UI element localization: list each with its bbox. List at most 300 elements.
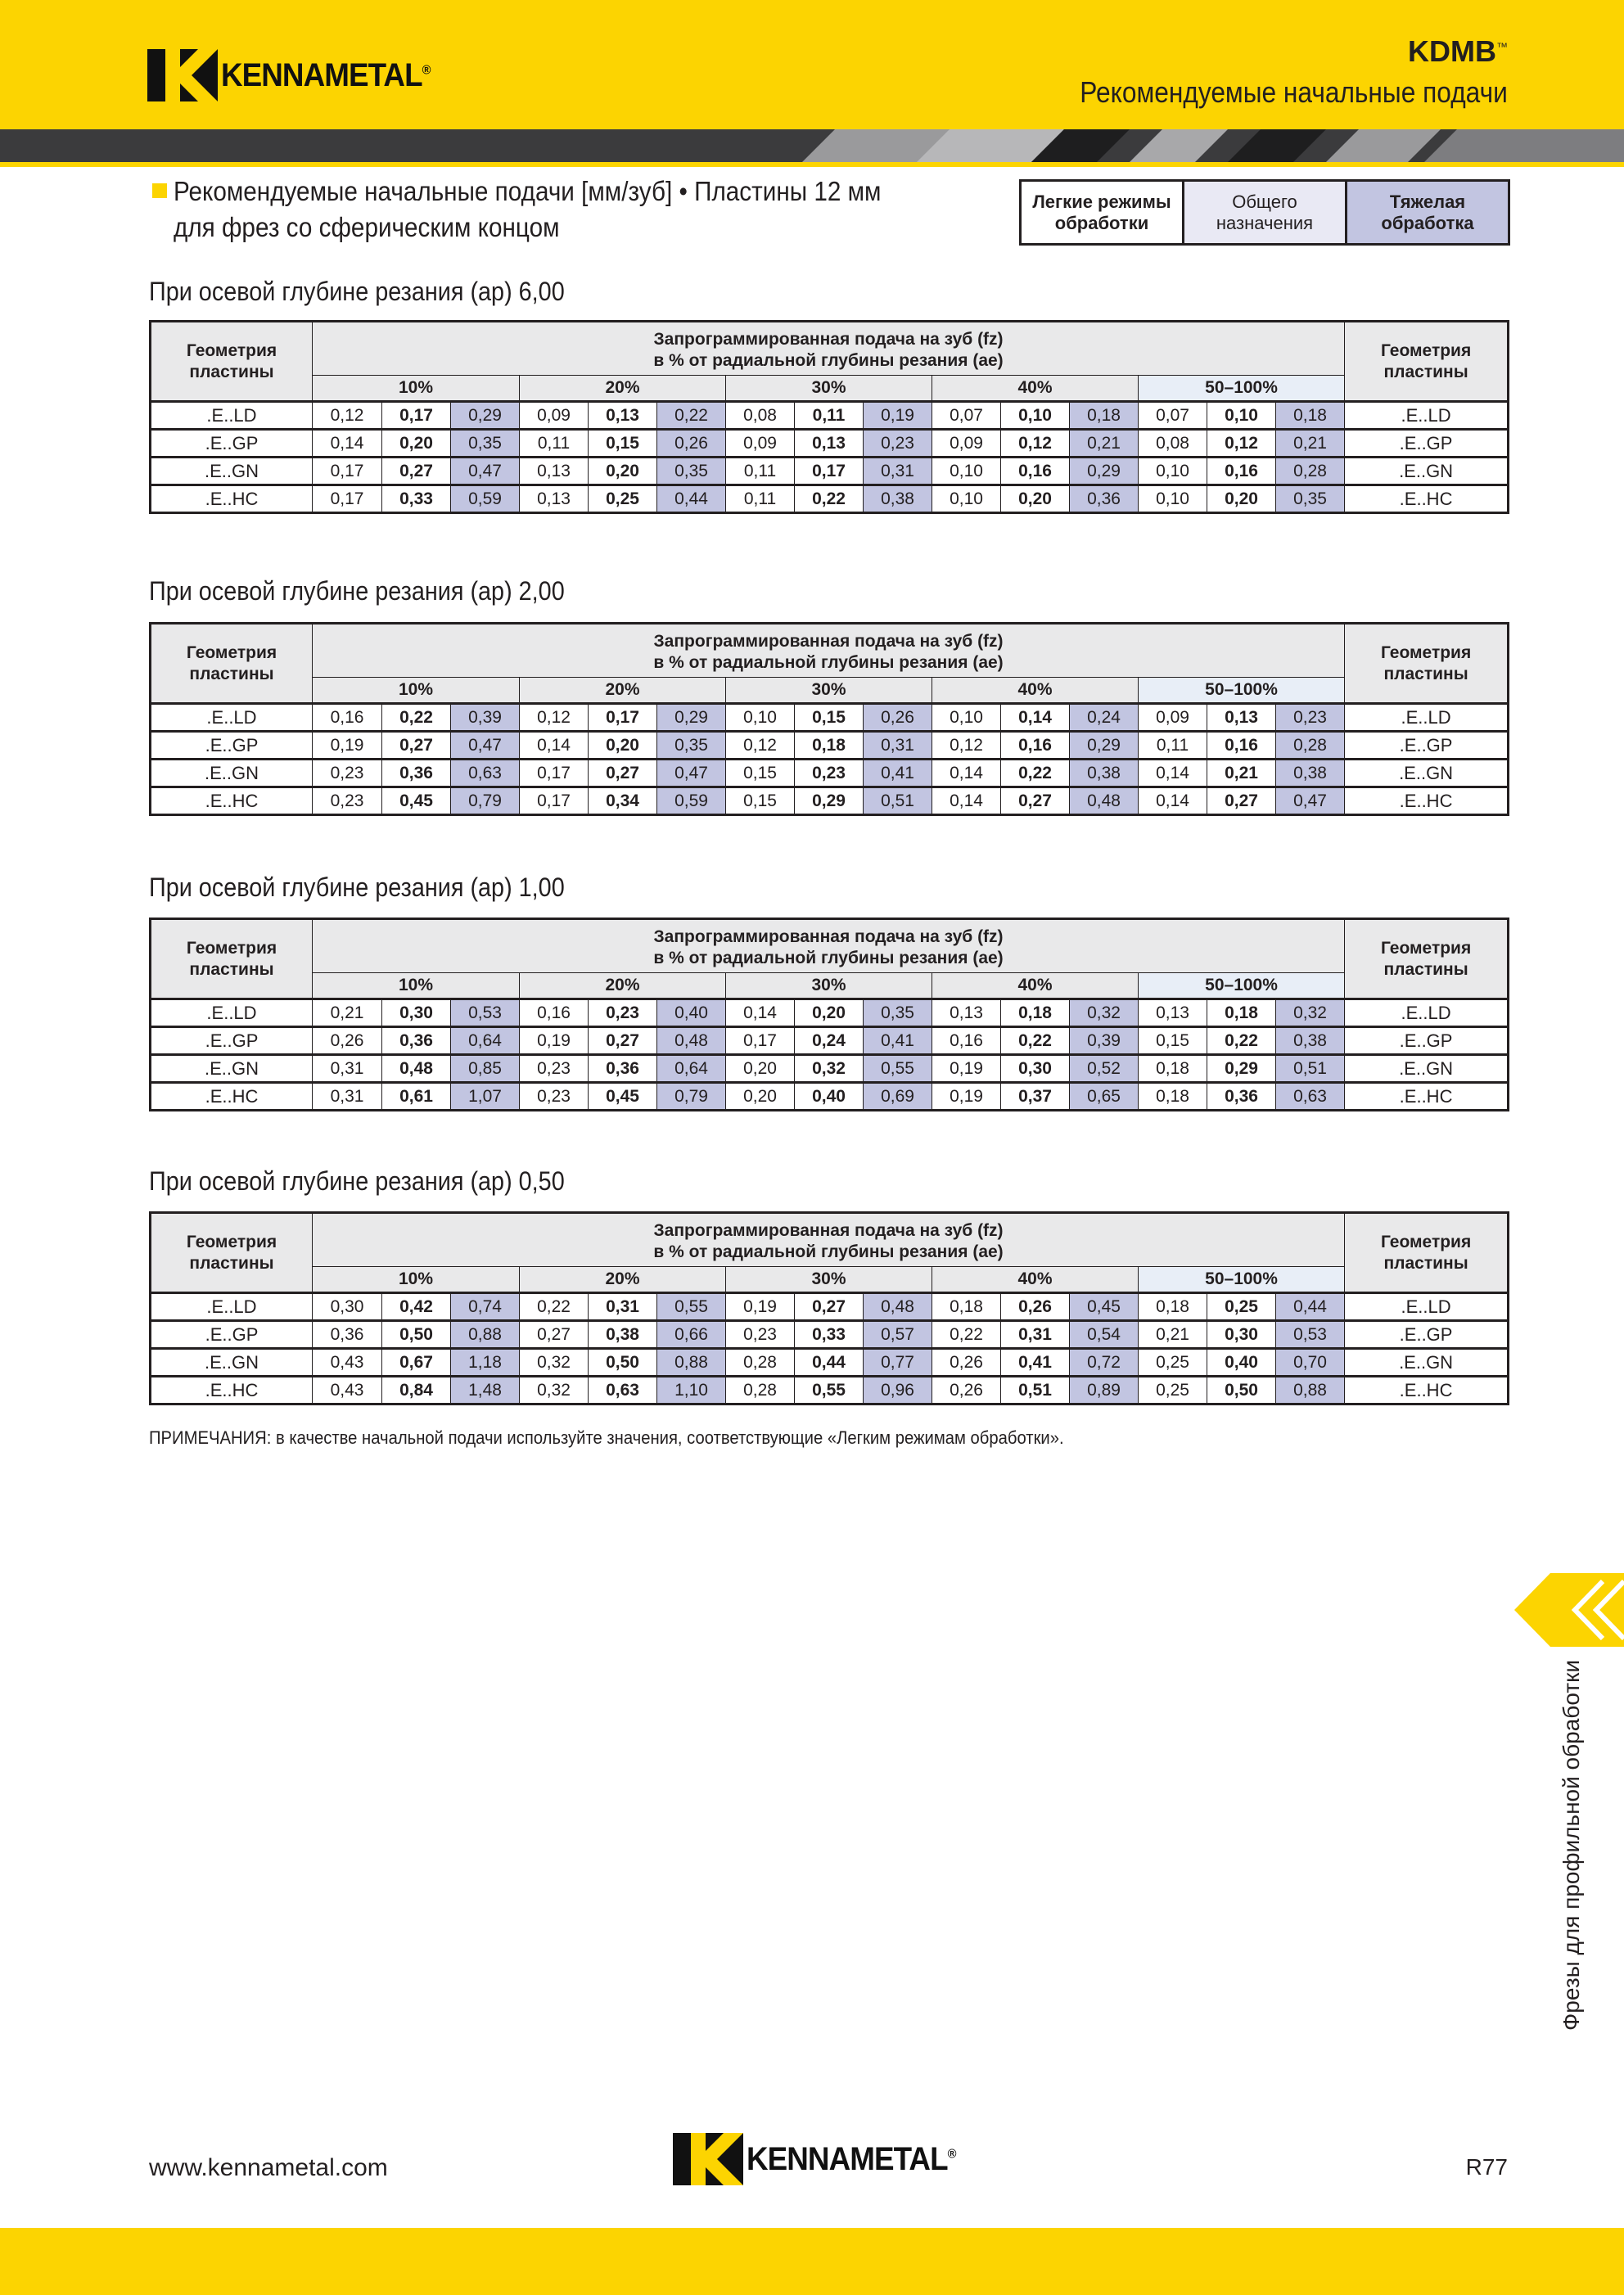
light-feed-cell: 0,11 [520, 430, 589, 458]
programmed-feed-line2: в % от радиальной глубины резания (ae) [653, 949, 1004, 967]
heavy-feed-cell: 0,57 [864, 1321, 932, 1349]
heavy-feed-cell: 0,39 [1070, 1027, 1139, 1055]
kennametal-logo[interactable] [147, 49, 449, 101]
feed-table [149, 622, 1509, 816]
geometry-cell: .E..GP [151, 1027, 313, 1055]
general-feed-cell: 0,27 [795, 1293, 864, 1321]
programmed-feed-header [313, 1213, 1345, 1267]
percent-header: 20% [520, 678, 726, 704]
light-feed-cell: 0,14 [1139, 760, 1207, 787]
footer-url[interactable]: www.kennametal.com [149, 2154, 388, 2181]
light-feed-cell: 0,09 [520, 402, 589, 430]
light-feed-cell: 0,16 [313, 704, 382, 732]
heavy-feed-cell: 0,32 [1276, 999, 1345, 1027]
general-feed-cell: 0,31 [1001, 1321, 1070, 1349]
geometry-cell: .E..HC [151, 1083, 313, 1111]
geometry-cell: .E..LD [1345, 402, 1509, 430]
general-feed-cell: 0,13 [1207, 704, 1276, 732]
heavy-feed-cell: 0,79 [657, 1083, 726, 1111]
general-feed-cell: 0,41 [1001, 1349, 1070, 1377]
general-feed-cell: 0,51 [1001, 1377, 1070, 1405]
general-feed-cell: 0,22 [382, 704, 451, 732]
general-feed-cell: 0,20 [795, 999, 864, 1027]
heavy-feed-cell: 0,55 [657, 1293, 726, 1321]
heavy-feed-cell: 0,51 [1276, 1055, 1345, 1083]
light-feed-cell: 0,15 [726, 760, 795, 787]
general-feed-cell: 0,15 [795, 704, 864, 732]
geometry-cell: .E..HC [151, 1377, 313, 1405]
percent-header: 10% [313, 678, 520, 704]
legend-table [1019, 179, 1510, 246]
heavy-feed-cell: 0,44 [1276, 1293, 1345, 1321]
general-feed-cell: 0,37 [1001, 1083, 1070, 1111]
light-feed-cell: 0,23 [313, 787, 382, 815]
light-feed-cell: 0,09 [932, 430, 1001, 458]
feed-table [149, 918, 1509, 1111]
general-feed-cell: 0,50 [382, 1321, 451, 1349]
heavy-feed-cell: 0,26 [657, 430, 726, 458]
geometry-header: Геометрия пластины [1345, 624, 1509, 704]
heavy-feed-cell: 0,47 [451, 732, 520, 760]
general-feed-cell: 0,36 [1207, 1083, 1276, 1111]
programmed-feed-line1: Запрограммированная подача на зуб (fz) [653, 632, 1004, 651]
table-caption: При осевой глубине резания (ap) 6,00 [149, 277, 565, 306]
heavy-feed-cell: 0,29 [1070, 732, 1139, 760]
light-feed-cell: 0,12 [726, 732, 795, 760]
general-feed-cell: 0,21 [1207, 760, 1276, 787]
geometry-cell: .E..GP [1345, 430, 1509, 458]
heavy-feed-cell: 0,36 [1070, 485, 1139, 513]
product-title: KDMB™ [1408, 34, 1508, 68]
general-feed-cell: 0,61 [382, 1083, 451, 1111]
geometry-cell: .E..HC [1345, 787, 1509, 815]
heavy-feed-cell: 0,66 [657, 1321, 726, 1349]
light-feed-cell: 0,28 [726, 1377, 795, 1405]
general-feed-cell: 0,10 [1207, 402, 1276, 430]
page-number: R77 [1465, 2154, 1508, 2180]
geometry-cell: .E..GN [1345, 1055, 1509, 1083]
general-feed-cell: 0,18 [1207, 999, 1276, 1027]
general-feed-cell: 0,17 [589, 704, 657, 732]
heavy-feed-cell: 0,40 [657, 999, 726, 1027]
heavy-feed-cell: 0,63 [1276, 1083, 1345, 1111]
heavy-feed-cell: 0,52 [1070, 1055, 1139, 1083]
percent-header: 30% [726, 973, 932, 999]
general-feed-cell: 0,24 [795, 1027, 864, 1055]
geometry-cell: .E..GN [1345, 1349, 1509, 1377]
general-feed-cell: 0,25 [1207, 1293, 1276, 1321]
general-feed-cell: 0,20 [382, 430, 451, 458]
table-caption: При осевой глубине резания (ap) 2,00 [149, 576, 565, 606]
general-feed-cell: 0,16 [1001, 458, 1070, 485]
general-feed-cell: 0,29 [1207, 1055, 1276, 1083]
heavy-feed-cell: 0,32 [1070, 999, 1139, 1027]
heavy-feed-cell: 1,18 [451, 1349, 520, 1377]
legend-heavy: Тяжелая обработка [1347, 181, 1509, 245]
heavy-feed-cell: 0,64 [657, 1055, 726, 1083]
light-feed-cell: 0,28 [726, 1349, 795, 1377]
table-row [151, 1349, 1509, 1377]
general-feed-cell: 0,18 [1001, 999, 1070, 1027]
light-feed-cell: 0,19 [313, 732, 382, 760]
geometry-header: Геометрия пластины [151, 322, 313, 402]
heavy-feed-cell: 0,22 [657, 402, 726, 430]
heavy-feed-cell: 0,65 [1070, 1083, 1139, 1111]
geometry-cell: .E..GN [1345, 458, 1509, 485]
general-feed-cell: 0,17 [382, 402, 451, 430]
table-row [151, 1321, 1509, 1349]
general-feed-cell: 0,34 [589, 787, 657, 815]
general-feed-cell: 0,27 [589, 760, 657, 787]
heavy-feed-cell: 0,28 [1276, 458, 1345, 485]
heavy-feed-cell: 0,19 [864, 402, 932, 430]
light-feed-cell: 0,13 [932, 999, 1001, 1027]
heavy-feed-cell: 1,10 [657, 1377, 726, 1405]
light-feed-cell: 0,17 [520, 787, 589, 815]
brand-wordmark: KENNAMETAL® [221, 56, 431, 93]
general-feed-cell: 0,11 [795, 402, 864, 430]
light-feed-cell: 0,14 [932, 760, 1001, 787]
programmed-feed-line1: Запрограммированная подача на зуб (fz) [653, 330, 1004, 349]
general-feed-cell: 0,15 [589, 430, 657, 458]
geometry-cell: .E..LD [151, 704, 313, 732]
light-feed-cell: 0,18 [932, 1293, 1001, 1321]
general-feed-cell: 0,12 [1001, 430, 1070, 458]
programmed-feed-header [313, 624, 1345, 678]
general-feed-cell: 0,27 [589, 1027, 657, 1055]
heavy-feed-cell: 0,28 [1276, 732, 1345, 760]
light-feed-cell: 0,25 [1139, 1349, 1207, 1377]
general-feed-cell: 0,22 [1001, 1027, 1070, 1055]
percent-header: 40% [932, 678, 1139, 704]
table-row [151, 1377, 1509, 1405]
heavy-feed-cell: 0,72 [1070, 1349, 1139, 1377]
light-feed-cell: 0,16 [520, 999, 589, 1027]
heavy-feed-cell: 0,35 [1276, 485, 1345, 513]
geometry-header: Геометрия пластины [1345, 1213, 1509, 1293]
light-feed-cell: 0,19 [932, 1083, 1001, 1111]
light-feed-cell: 0,16 [932, 1027, 1001, 1055]
light-feed-cell: 0,19 [520, 1027, 589, 1055]
light-feed-cell: 0,32 [520, 1349, 589, 1377]
general-feed-cell: 0,45 [382, 787, 451, 815]
heavy-feed-cell: 0,35 [657, 732, 726, 760]
heavy-feed-cell: 0,96 [864, 1377, 932, 1405]
heavy-feed-cell: 0,26 [864, 704, 932, 732]
general-feed-cell: 0,45 [589, 1083, 657, 1111]
heavy-feed-cell: 0,29 [1070, 458, 1139, 485]
header-stripe [0, 129, 1624, 162]
geometry-cell: .E..LD [151, 1293, 313, 1321]
light-feed-cell: 0,18 [1139, 1293, 1207, 1321]
percent-header: 40% [932, 973, 1139, 999]
geometry-cell: .E..HC [151, 485, 313, 513]
light-feed-cell: 0,18 [1139, 1055, 1207, 1083]
heavy-feed-cell: 0,18 [1070, 402, 1139, 430]
light-feed-cell: 0,17 [520, 760, 589, 787]
heavy-feed-cell: 0,79 [451, 787, 520, 815]
geometry-cell: .E..HC [1345, 485, 1509, 513]
heavy-feed-cell: 0,53 [1276, 1321, 1345, 1349]
light-feed-cell: 0,07 [932, 402, 1001, 430]
table-row [151, 1055, 1509, 1083]
programmed-feed-line2: в % от радиальной глубины резания (ae) [653, 1242, 1004, 1261]
geometry-cell: .E..GN [151, 1055, 313, 1083]
light-feed-cell: 0,12 [313, 402, 382, 430]
heavy-feed-cell: 0,23 [1276, 704, 1345, 732]
light-feed-cell: 0,11 [1139, 732, 1207, 760]
table-caption: При осевой глубине резания (ap) 1,00 [149, 872, 565, 902]
light-feed-cell: 0,43 [313, 1377, 382, 1405]
light-feed-cell: 0,10 [1139, 458, 1207, 485]
geometry-cell: .E..GN [151, 458, 313, 485]
legend-general: Общего назначения [1184, 181, 1347, 245]
general-feed-cell: 0,84 [382, 1377, 451, 1405]
header-accent-line [0, 162, 1624, 167]
general-feed-cell: 0,10 [1001, 402, 1070, 430]
light-feed-cell: 0,23 [520, 1083, 589, 1111]
general-feed-cell: 0,36 [589, 1055, 657, 1083]
heavy-feed-cell: 0,21 [1276, 430, 1345, 458]
brand-wordmark: KENNAMETAL® [747, 2140, 956, 2177]
heavy-feed-cell: 0,38 [864, 485, 932, 513]
light-feed-cell: 0,18 [1139, 1083, 1207, 1111]
general-feed-cell: 0,30 [1207, 1321, 1276, 1349]
light-feed-cell: 0,14 [1139, 787, 1207, 815]
geometry-header: Геометрия пластины [1345, 919, 1509, 999]
general-feed-cell: 0,32 [795, 1055, 864, 1083]
general-feed-cell: 0,44 [795, 1349, 864, 1377]
geometry-cell: .E..GN [151, 760, 313, 787]
heavy-feed-cell: 0,47 [451, 458, 520, 485]
heavy-feed-cell: 0,88 [1276, 1377, 1345, 1405]
heavy-feed-cell: 0,24 [1070, 704, 1139, 732]
general-feed-cell: 0,23 [589, 999, 657, 1027]
light-feed-cell: 0,10 [726, 704, 795, 732]
geometry-cell: .E..GN [151, 1349, 313, 1377]
geometry-cell: .E..LD [1345, 999, 1509, 1027]
general-feed-cell: 0,16 [1207, 732, 1276, 760]
heavy-feed-cell: 0,38 [1276, 1027, 1345, 1055]
percent-header: 30% [726, 1267, 932, 1293]
heavy-feed-cell: 0,55 [864, 1055, 932, 1083]
heavy-feed-cell: 0,18 [1276, 402, 1345, 430]
light-feed-cell: 0,15 [726, 787, 795, 815]
heavy-feed-cell: 0,41 [864, 1027, 932, 1055]
general-feed-cell: 0,67 [382, 1349, 451, 1377]
heavy-feed-cell: 0,48 [864, 1293, 932, 1321]
percent-header: 20% [520, 973, 726, 999]
percent-header: 50–100% [1139, 1267, 1345, 1293]
programmed-feed-line2: в % от радиальной глубины резания (ae) [653, 653, 1004, 672]
side-tab-label: Фрезы для профильной обработки [1559, 1659, 1584, 2031]
light-feed-cell: 0,17 [313, 485, 382, 513]
light-feed-cell: 0,10 [932, 458, 1001, 485]
heavy-feed-cell: 0,45 [1070, 1293, 1139, 1321]
light-feed-cell: 0,27 [520, 1321, 589, 1349]
bullet-square-icon [152, 183, 167, 198]
heavy-feed-cell: 0,89 [1070, 1377, 1139, 1405]
light-feed-cell: 0,13 [520, 458, 589, 485]
heavy-feed-cell: 0,47 [1276, 787, 1345, 815]
kennametal-k-icon [673, 2133, 743, 2185]
light-feed-cell: 0,10 [932, 704, 1001, 732]
programmed-feed-line2: в % от радиальной глубины резания (ae) [653, 351, 1004, 370]
heavy-feed-cell: 0,48 [657, 1027, 726, 1055]
general-feed-cell: 0,14 [1001, 704, 1070, 732]
light-feed-cell: 0,15 [1139, 1027, 1207, 1055]
heavy-feed-cell: 0,48 [1070, 787, 1139, 815]
table-row [151, 458, 1509, 485]
percent-header: 50–100% [1139, 376, 1345, 402]
light-feed-cell: 0,23 [313, 760, 382, 787]
light-feed-cell: 0,20 [726, 1055, 795, 1083]
percent-header: 10% [313, 376, 520, 402]
geometry-cell: .E..LD [151, 999, 313, 1027]
table-caption: При осевой глубине резания (ap) 0,50 [149, 1166, 565, 1196]
light-feed-cell: 0,14 [932, 787, 1001, 815]
heavy-feed-cell: 0,38 [1276, 760, 1345, 787]
general-feed-cell: 0,38 [589, 1321, 657, 1349]
general-feed-cell: 0,33 [382, 485, 451, 513]
geometry-cell: .E..GP [1345, 1027, 1509, 1055]
light-feed-cell: 0,22 [520, 1293, 589, 1321]
light-feed-cell: 0,13 [1139, 999, 1207, 1027]
heavy-feed-cell: 0,21 [1070, 430, 1139, 458]
light-feed-cell: 0,31 [313, 1083, 382, 1111]
general-feed-cell: 0,48 [382, 1055, 451, 1083]
heavy-feed-cell: 0,63 [451, 760, 520, 787]
general-feed-cell: 0,42 [382, 1293, 451, 1321]
geometry-cell: .E..GP [151, 732, 313, 760]
table-row [151, 1083, 1509, 1111]
general-feed-cell: 0,50 [589, 1349, 657, 1377]
geometry-cell: .E..GP [1345, 1321, 1509, 1349]
feed-table [149, 320, 1509, 514]
general-feed-cell: 0,22 [795, 485, 864, 513]
light-feed-cell: 0,22 [932, 1321, 1001, 1349]
general-feed-cell: 0,55 [795, 1377, 864, 1405]
percent-header: 20% [520, 376, 726, 402]
light-feed-cell: 0,07 [1139, 402, 1207, 430]
percent-header: 10% [313, 973, 520, 999]
programmed-feed-line1: Запрограммированная подача на зуб (fz) [653, 927, 1004, 946]
geometry-cell: .E..GP [151, 1321, 313, 1349]
light-feed-cell: 0,21 [1139, 1321, 1207, 1349]
percent-header: 30% [726, 678, 932, 704]
general-feed-cell: 0,27 [382, 732, 451, 760]
light-feed-cell: 0,43 [313, 1349, 382, 1377]
percent-header: 20% [520, 1267, 726, 1293]
percent-header: 40% [932, 1267, 1139, 1293]
heavy-feed-cell: 0,51 [864, 787, 932, 815]
programmed-feed-header [313, 322, 1345, 376]
heavy-feed-cell: 0,47 [657, 760, 726, 787]
light-feed-cell: 0,26 [932, 1377, 1001, 1405]
general-feed-cell: 0,13 [589, 402, 657, 430]
light-feed-cell: 0,26 [313, 1027, 382, 1055]
general-feed-cell: 0,27 [1207, 787, 1276, 815]
general-feed-cell: 0,36 [382, 760, 451, 787]
light-feed-cell: 0,20 [726, 1083, 795, 1111]
heavy-feed-cell: 0,31 [864, 732, 932, 760]
light-feed-cell: 0,11 [726, 485, 795, 513]
geometry-cell: .E..GP [151, 430, 313, 458]
heavy-feed-cell: 0,35 [657, 458, 726, 485]
heavy-feed-cell: 0,39 [451, 704, 520, 732]
general-feed-cell: 0,12 [1207, 430, 1276, 458]
general-feed-cell: 0,40 [795, 1083, 864, 1111]
heavy-feed-cell: 0,29 [451, 402, 520, 430]
light-feed-cell: 0,11 [726, 458, 795, 485]
side-tab-chevron-icon[interactable] [1514, 1573, 1624, 1647]
light-feed-cell: 0,10 [932, 485, 1001, 513]
light-feed-cell: 0,13 [520, 485, 589, 513]
light-feed-cell: 0,30 [313, 1293, 382, 1321]
geometry-cell: .E..HC [1345, 1377, 1509, 1405]
light-feed-cell: 0,36 [313, 1321, 382, 1349]
general-feed-cell: 0,31 [589, 1293, 657, 1321]
percent-header: 50–100% [1139, 973, 1345, 999]
table-row [151, 402, 1509, 430]
light-feed-cell: 0,23 [520, 1055, 589, 1083]
footer-logo [673, 2133, 974, 2185]
table-row [151, 485, 1509, 513]
heavy-feed-cell: 0,88 [451, 1321, 520, 1349]
general-feed-cell: 0,22 [1207, 1027, 1276, 1055]
heavy-feed-cell: 0,29 [657, 704, 726, 732]
geometry-header: Геометрия пластины [151, 624, 313, 704]
light-feed-cell: 0,17 [313, 458, 382, 485]
heavy-feed-cell: 0,53 [451, 999, 520, 1027]
general-feed-cell: 0,36 [382, 1027, 451, 1055]
heavy-feed-cell: 0,35 [451, 430, 520, 458]
light-feed-cell: 0,09 [1139, 704, 1207, 732]
light-feed-cell: 0,08 [1139, 430, 1207, 458]
light-feed-cell: 0,31 [313, 1055, 382, 1083]
general-feed-cell: 0,27 [382, 458, 451, 485]
general-feed-cell: 0,30 [1001, 1055, 1070, 1083]
light-feed-cell: 0,19 [932, 1055, 1001, 1083]
section-heading [152, 174, 992, 246]
general-feed-cell: 0,25 [589, 485, 657, 513]
geometry-header: Геометрия пластины [151, 1213, 313, 1293]
heavy-feed-cell: 1,07 [451, 1083, 520, 1111]
heavy-feed-cell: 0,69 [864, 1083, 932, 1111]
general-feed-cell: 0,30 [382, 999, 451, 1027]
heavy-feed-cell: 0,59 [451, 485, 520, 513]
geometry-cell: .E..GP [1345, 732, 1509, 760]
general-feed-cell: 0,16 [1207, 458, 1276, 485]
geometry-header: Геометрия пластины [151, 919, 313, 999]
general-feed-cell: 0,22 [1001, 760, 1070, 787]
heavy-feed-cell: 0,23 [864, 430, 932, 458]
heavy-feed-cell: 0,54 [1070, 1321, 1139, 1349]
geometry-cell: .E..HC [151, 787, 313, 815]
heavy-feed-cell: 0,35 [864, 999, 932, 1027]
table-row [151, 1293, 1509, 1321]
general-feed-cell: 0,40 [1207, 1349, 1276, 1377]
light-feed-cell: 0,12 [932, 732, 1001, 760]
light-feed-cell: 0,21 [313, 999, 382, 1027]
light-feed-cell: 0,09 [726, 430, 795, 458]
percent-header: 40% [932, 376, 1139, 402]
kennametal-k-icon [147, 49, 218, 101]
heavy-feed-cell: 0,64 [451, 1027, 520, 1055]
light-feed-cell: 0,17 [726, 1027, 795, 1055]
heavy-feed-cell: 0,88 [657, 1349, 726, 1377]
geometry-cell: .E..LD [151, 402, 313, 430]
